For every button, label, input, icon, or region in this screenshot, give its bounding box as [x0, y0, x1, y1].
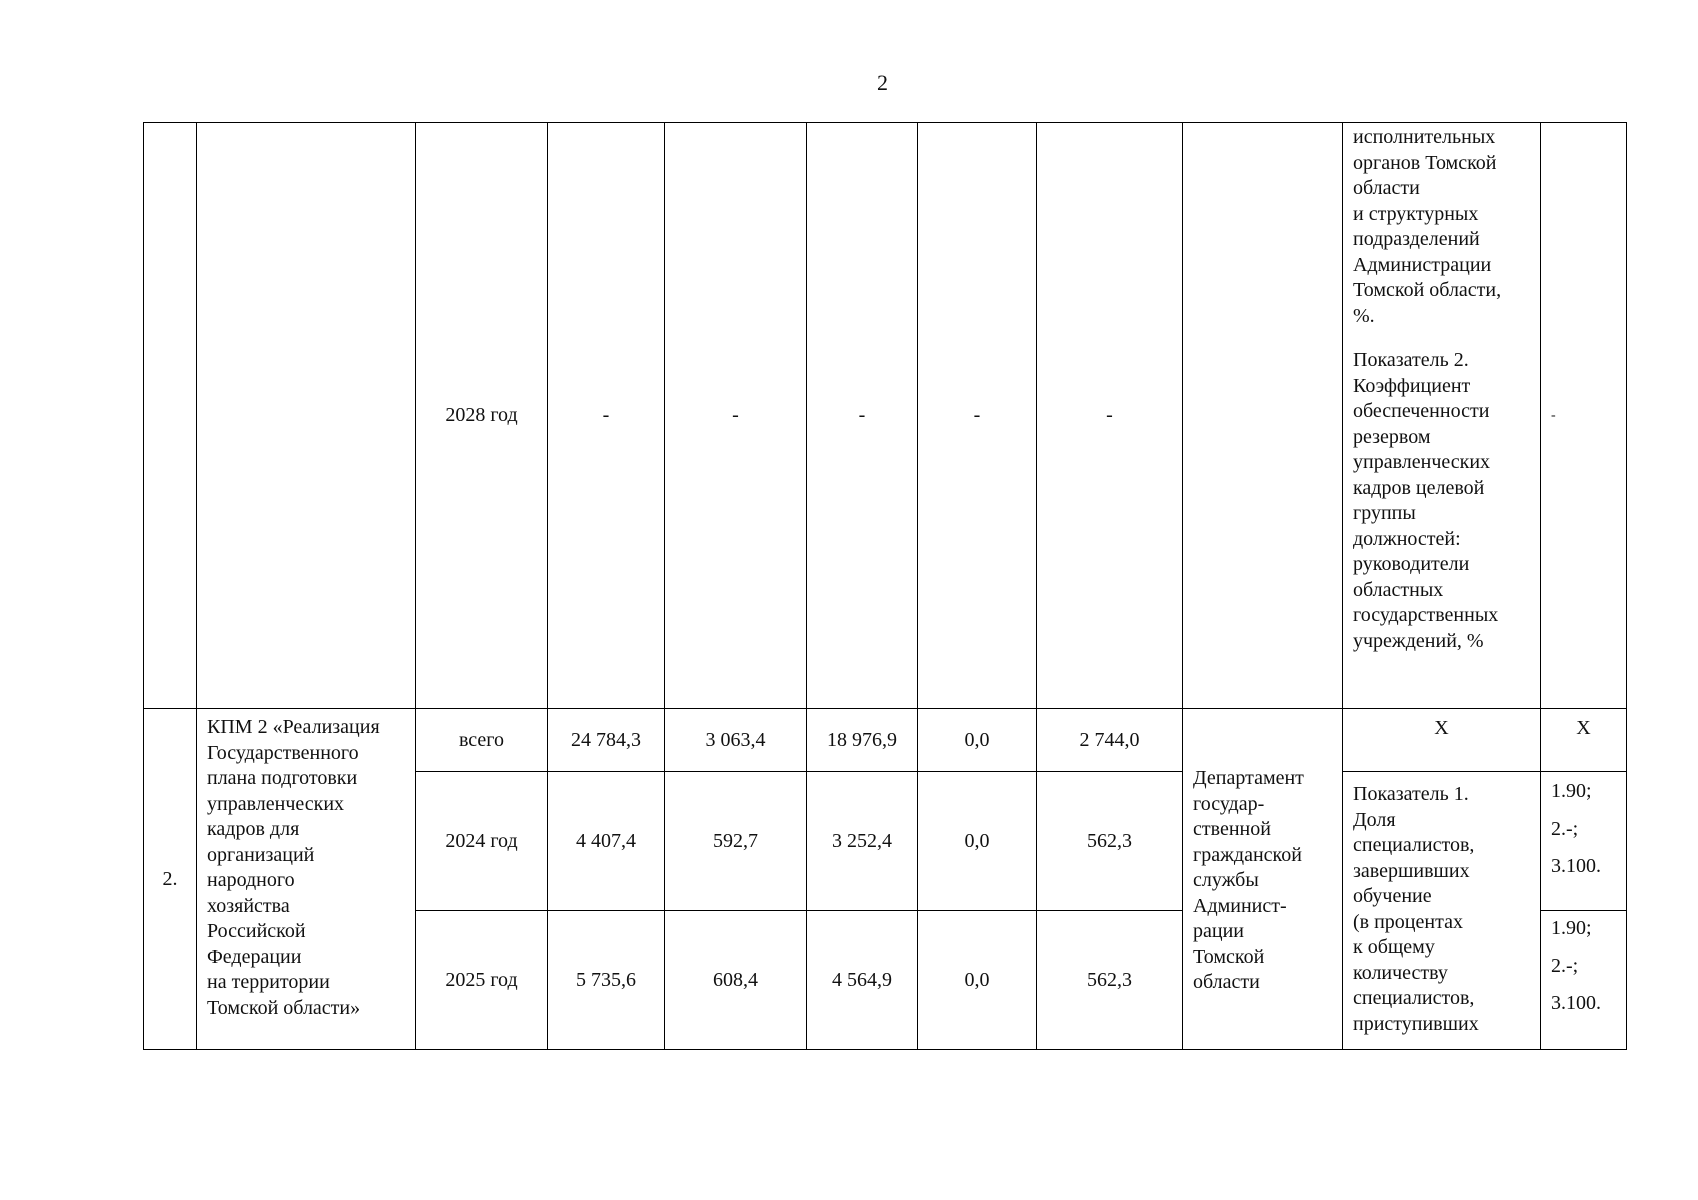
cell-value: - — [918, 123, 1037, 709]
cell-year: 2025 год — [416, 911, 548, 1050]
table-row-2-total — [144, 709, 1627, 772]
cell-value: 5 735,6 — [548, 911, 665, 1050]
cell-year: 2028 год — [416, 123, 548, 709]
cell-executor: Департамент государ- ственной гражданской службы Админист- рации Томской области — [1183, 709, 1343, 1050]
cell-value: 608,4 — [665, 911, 807, 1050]
cell-value: 562,3 — [1037, 772, 1183, 911]
cell-value: - — [807, 123, 918, 709]
cell-row-number: 2. — [144, 709, 197, 1050]
cell-value: 0,0 — [918, 772, 1037, 911]
cell-executor-empty — [1183, 123, 1343, 709]
cell-codes-2024: 1.90; 2.-; 3.100. — [1541, 772, 1627, 911]
cell-value: - — [1037, 123, 1183, 709]
cell-value: 3 063,4 — [665, 709, 807, 772]
page-number: 2 — [877, 70, 888, 95]
cell-indicator-1: Показатель 1. Доля специалистов, завершивших обучение (в процентах к общему количеству специалистов, приступивших — [1343, 772, 1541, 1050]
cell-last-total: X — [1541, 709, 1627, 772]
cell-name-empty — [197, 123, 416, 709]
table-row-2028 — [144, 123, 1627, 709]
cell-value: 0,0 — [918, 709, 1037, 772]
indicator-2: Показатель 2. Коэффициент обеспеченности резервом управленческих кадров целевой группы должностей: руководители областных государственных учреждений, % — [1353, 349, 1499, 652]
cell-indicators-total: X — [1343, 709, 1541, 772]
cell-indicators — [1343, 123, 1541, 709]
cell-program-name: КПМ 2 «Реализация Государственного плана подготовки управленческих кадров для организаций народного хозяйства Российской Федерации на территории Томской области» — [197, 709, 416, 1050]
cell-value: - — [665, 123, 807, 709]
cell-value: 24 784,3 — [548, 709, 665, 772]
cell-year: 2024 год — [416, 772, 548, 911]
cell-value: 4 564,9 — [807, 911, 918, 1050]
cell-value: 18 976,9 — [807, 709, 918, 772]
cell-period-total: всего — [416, 709, 548, 772]
cell-value: 0,0 — [918, 911, 1037, 1050]
cell-codes-2025: 1.90; 2.-; 3.100. — [1541, 911, 1627, 1050]
program-table — [143, 122, 1627, 1050]
cell-last: - — [1541, 123, 1627, 709]
cell-value: 592,7 — [665, 772, 807, 911]
cell-value: 562,3 — [1037, 911, 1183, 1050]
cell-value: 2 744,0 — [1037, 709, 1183, 772]
cell-value: - — [548, 123, 665, 709]
indicator-1-tail: исполнительных органов Томской области и структурных подразделений Администрации Томской области, %. — [1353, 126, 1502, 327]
cell-value: 3 252,4 — [807, 772, 918, 911]
cell-number-empty — [144, 123, 197, 709]
cell-value: 4 407,4 — [548, 772, 665, 911]
